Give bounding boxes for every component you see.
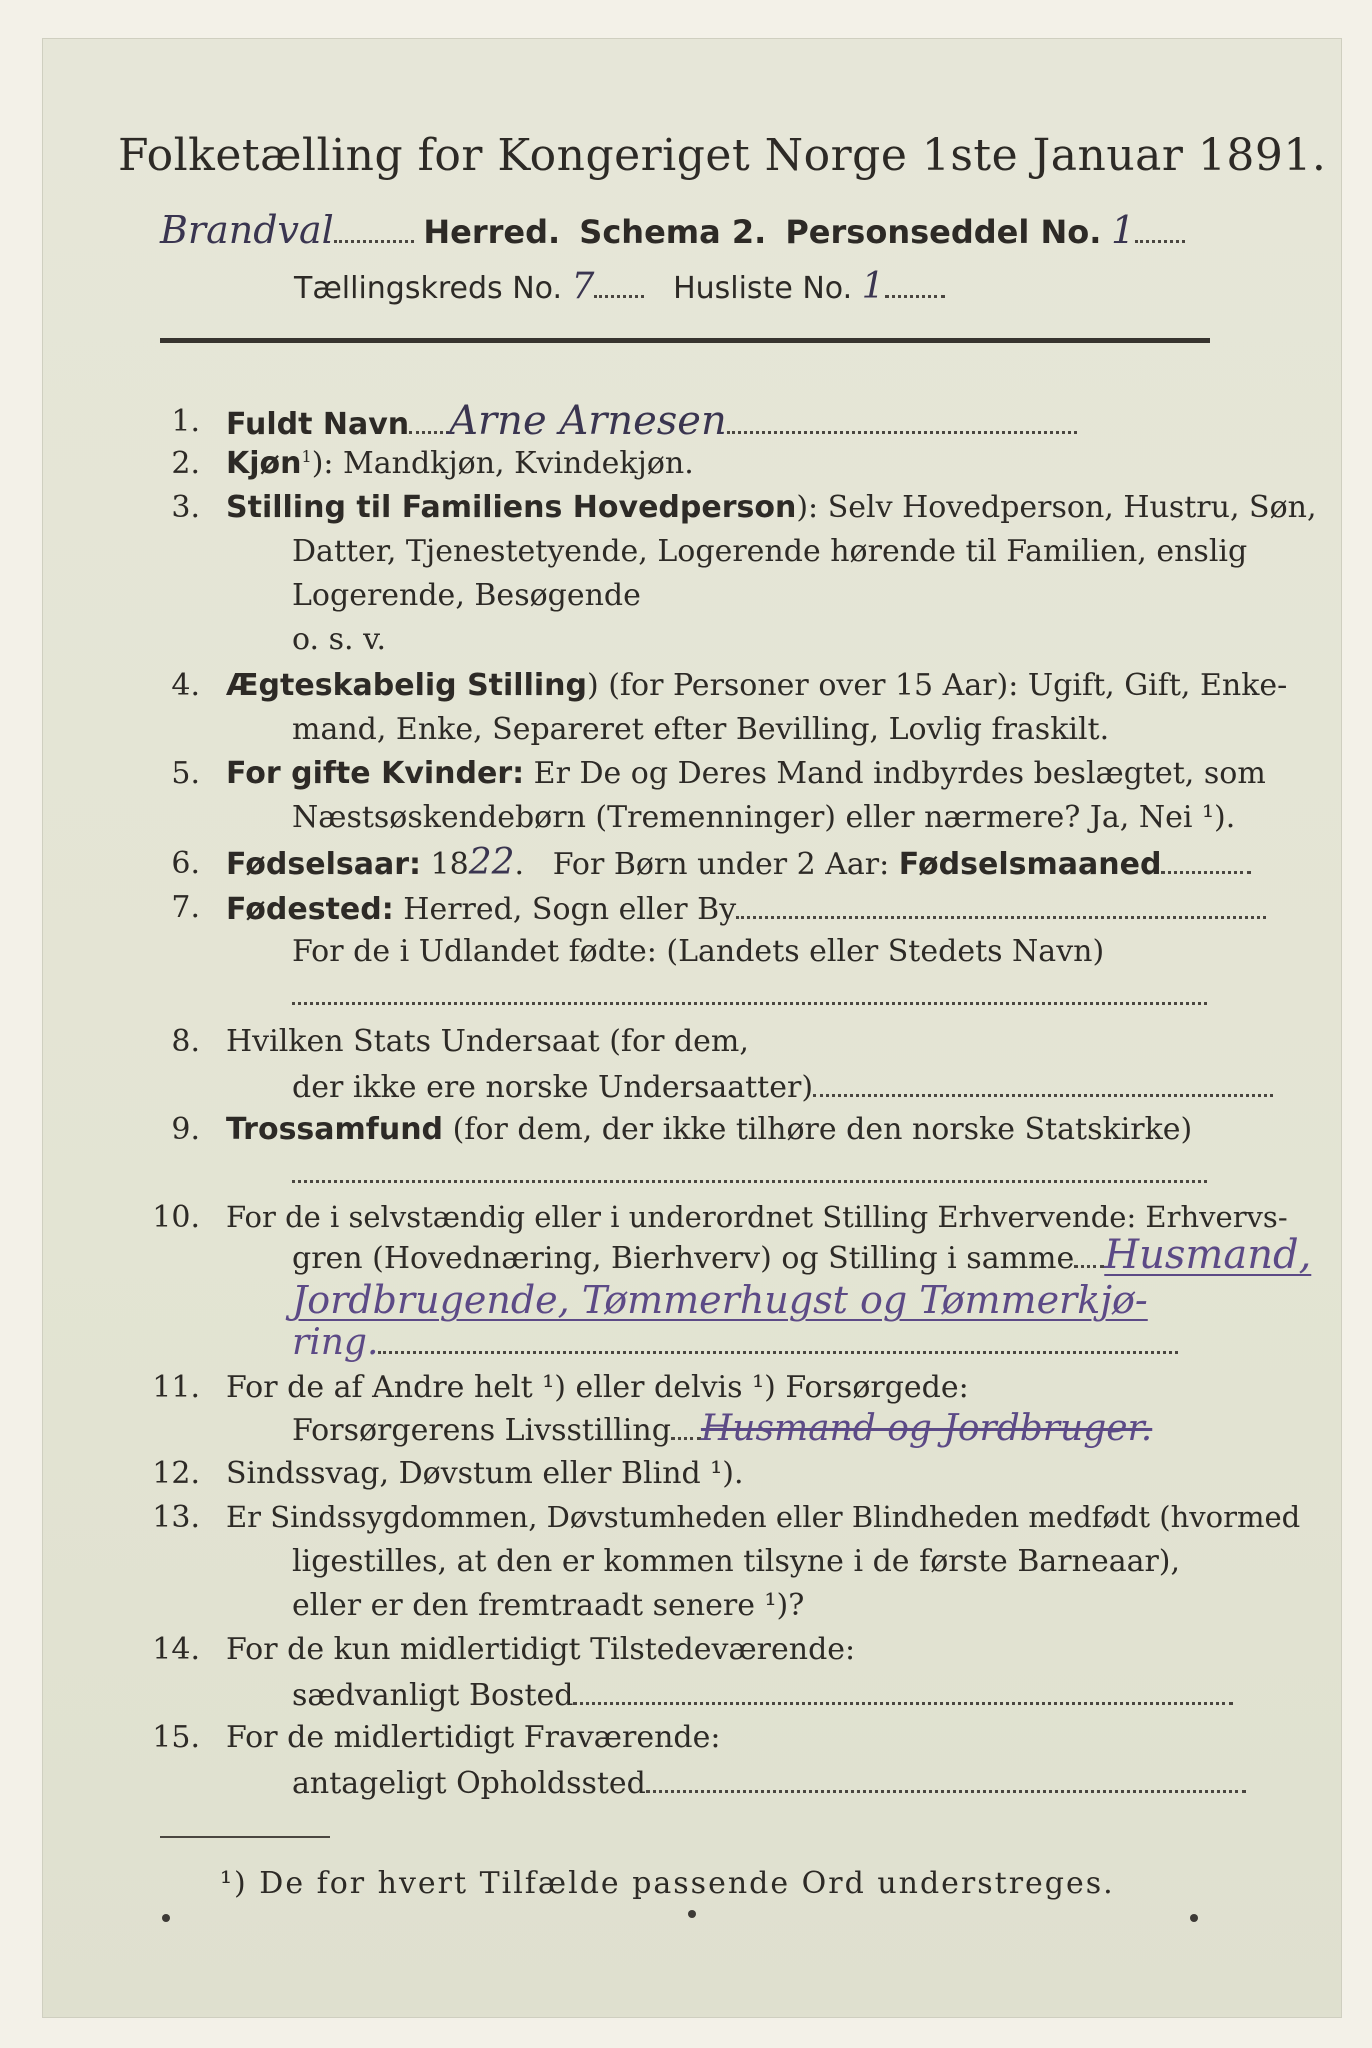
item-text: Datter, Tjenestetyende, Logerende hørende til Familien, enslig bbox=[292, 534, 1248, 569]
item-number: 4. bbox=[171, 668, 200, 703]
item-text: eller er den fremtraadt senere ¹)? bbox=[292, 1588, 805, 1623]
schema-label: Schema 2. bbox=[579, 213, 767, 251]
header-row-2 bbox=[294, 266, 945, 307]
item-text: Forsørgerens Livsstilling bbox=[292, 1413, 671, 1448]
item-6-birth-year: Fødselsaar: 1822. For Børn under 2 Aar: Fødselsmaaned bbox=[226, 842, 1251, 883]
item-number: 5. bbox=[171, 756, 200, 791]
item-11-supported: For de af Andre helt ¹) eller delvis ¹) Forsørgede: bbox=[226, 1370, 969, 1405]
husliste-value: 1 bbox=[861, 266, 885, 307]
occupation-hand-3: ring. bbox=[292, 1322, 379, 1363]
item-text: ) (for Personer over 15 Aar): Ugift, Gift, Enke- bbox=[586, 668, 1288, 703]
item-10-line-2 bbox=[292, 1232, 1311, 1278]
item-14-temporary-present: For de kun midlertidigt Tilstedeværende: bbox=[226, 1632, 856, 1667]
item-number: 13. bbox=[152, 1500, 200, 1535]
item-13-congenital: Er Sindssygdommen, Døvstumheden eller Blindheden medfødt (hvormed bbox=[226, 1500, 1301, 1534]
item-4-marital bbox=[226, 668, 1287, 703]
item-label: For gifte Kvinder: bbox=[226, 756, 525, 791]
personseddel-value: 1 bbox=[1110, 208, 1136, 252]
item-8-citizenship: Hvilken Stats Undersaat (for dem, bbox=[226, 1024, 749, 1059]
form-title: Folketælling for Kongeriget Norge 1ste Januar 1891. bbox=[118, 130, 1327, 181]
item-number: 12. bbox=[152, 1456, 200, 1491]
dotted-leader bbox=[727, 405, 1077, 434]
item-7-birthplace bbox=[226, 890, 1266, 927]
item-label: Trossamfund bbox=[226, 1112, 444, 1147]
dotted-leader bbox=[885, 269, 945, 298]
ink-speck bbox=[688, 1910, 696, 1918]
dotted-leader bbox=[409, 405, 449, 434]
header-row-1 bbox=[160, 208, 1185, 252]
item-number: 11. bbox=[152, 1370, 200, 1405]
personseddel-label: Personseddel No. bbox=[785, 213, 1102, 251]
occupation-hand-2: Jordbrugende, Tømmerhugst og Tømmerkjø- bbox=[292, 1278, 1148, 1322]
dotted-leader bbox=[646, 1764, 1246, 1793]
dotted-leader bbox=[736, 890, 1266, 919]
item-1-full-name bbox=[226, 398, 1077, 444]
item-12-disability: Sindssvag, Døvstum eller Blind ¹). bbox=[226, 1456, 744, 1491]
item-14-line-2 bbox=[292, 1676, 1233, 1713]
item-text: o. s. v. bbox=[292, 622, 386, 657]
item-label: Kjøn bbox=[226, 446, 302, 481]
header-divider bbox=[160, 338, 1210, 343]
dotted-leader bbox=[594, 269, 644, 298]
item-number: 8. bbox=[171, 1024, 200, 1059]
herred-value: Brandval bbox=[160, 208, 334, 252]
footnote-divider bbox=[160, 1836, 330, 1838]
item-text: ligestilles, at den er kommen tilsyne i de første Barneaar), bbox=[292, 1544, 1181, 1579]
item-number: 3. bbox=[171, 490, 200, 525]
herred-label: Herred. bbox=[423, 213, 561, 251]
dotted-leader bbox=[378, 1325, 1178, 1354]
provider-hand: Husmand og Jordbruger. bbox=[700, 1408, 1153, 1449]
ink-speck bbox=[1190, 1914, 1198, 1922]
item-text: der ikke ere norske Undersaatter) bbox=[292, 1070, 814, 1105]
item-number: 10. bbox=[152, 1200, 200, 1235]
item-text: Er De og Deres Mand indbyrdes beslægtet, som bbox=[533, 756, 1266, 791]
dotted-leader bbox=[573, 1676, 1233, 1705]
item-2-sex bbox=[226, 446, 694, 481]
item-text: antageligt Opholdssted bbox=[292, 1766, 646, 1801]
item-9-religion bbox=[226, 1112, 1192, 1147]
item-label: Fødselsmaaned bbox=[898, 847, 1162, 882]
kreds-value: 7 bbox=[571, 266, 595, 307]
item-number: 7. bbox=[171, 890, 200, 925]
item-text: ): Selv Hovedperson, Hustru, Søn, bbox=[796, 490, 1317, 525]
dotted-leader bbox=[1161, 845, 1251, 874]
item-text: For de i Udlandet fødte: (Landets eller Stedets Navn) bbox=[292, 934, 1105, 969]
item-10-line-4 bbox=[292, 1322, 1178, 1363]
item-text: (for dem, der ikke tilhøre den norske Statskirke) bbox=[452, 1112, 1193, 1147]
item-number: 1. bbox=[171, 404, 200, 439]
year-prefix: 18 bbox=[430, 847, 469, 882]
item-label: Stilling til Familiens Hovedperson bbox=[226, 490, 797, 525]
kreds-label: Tællingskreds No. bbox=[294, 271, 562, 306]
husliste-label: Husliste No. bbox=[673, 271, 853, 306]
dotted-leader bbox=[813, 1068, 1273, 1097]
item-8-line-2 bbox=[292, 1068, 1273, 1105]
ink-speck bbox=[162, 1914, 170, 1922]
item-text: Herred, Sogn eller By bbox=[403, 892, 737, 927]
item-text: gren (Hovednæring, Bierhverv) og Stilling i samme bbox=[292, 1241, 1075, 1276]
footnote: ¹) De for hvert Tilfælde passende Ord understreges. bbox=[220, 1866, 1115, 1901]
item-10-line-3 bbox=[292, 1278, 1148, 1322]
item-label: Fødested: bbox=[226, 892, 394, 927]
dotted-leader bbox=[292, 976, 1207, 1005]
dotted-leader bbox=[1074, 1239, 1104, 1268]
item-3-relation bbox=[226, 490, 1317, 525]
item-number: 14. bbox=[152, 1632, 200, 1667]
item-11-line-2 bbox=[292, 1408, 1152, 1449]
item-text: sædvanligt Bosted bbox=[292, 1678, 574, 1713]
dotted-leader bbox=[671, 1411, 701, 1440]
name-value: Arne Arnesen bbox=[449, 398, 727, 444]
year-value: 22 bbox=[468, 842, 515, 883]
item-label: Fuldt Navn bbox=[226, 407, 410, 442]
item-text: ): Mandkjøn, Kvindekjøn. bbox=[311, 446, 694, 481]
item-text: Næstsøskendebørn (Tremenninger) eller nærmere? Ja, Nei ¹). bbox=[292, 800, 1236, 835]
item-15-temporary-absent: For de midlertidigt Fraværende: bbox=[226, 1720, 721, 1755]
item-text: For Børn under 2 Aar: bbox=[552, 847, 890, 882]
item-15-line-2 bbox=[292, 1764, 1246, 1801]
item-text: Logerende, Besøgende bbox=[292, 578, 641, 613]
occupation-hand-1: Husmand, bbox=[1104, 1232, 1312, 1278]
item-10-occupation: For de i selvstændig eller i underordnet Stilling Erhvervende: Erhvervs- bbox=[226, 1200, 1288, 1234]
item-number: 6. bbox=[171, 846, 200, 881]
item-number: 9. bbox=[171, 1112, 200, 1147]
dotted-leader bbox=[334, 214, 414, 243]
item-label: Ægteskabelig Stilling bbox=[226, 668, 587, 703]
item-5-married-women bbox=[226, 756, 1266, 791]
item-label: Fødselsaar: bbox=[226, 847, 421, 882]
blank-line bbox=[292, 976, 1207, 1013]
item-number: 15. bbox=[152, 1720, 200, 1755]
item-number: 2. bbox=[171, 446, 200, 481]
item-text: mand, Enke, Separeret efter Bevilling, Lovlig fraskilt. bbox=[292, 712, 1110, 747]
blank-line bbox=[292, 1154, 1207, 1191]
footnote-ref: 1 bbox=[301, 447, 312, 466]
dotted-leader bbox=[292, 1154, 1207, 1183]
dotted-leader bbox=[1135, 214, 1185, 243]
